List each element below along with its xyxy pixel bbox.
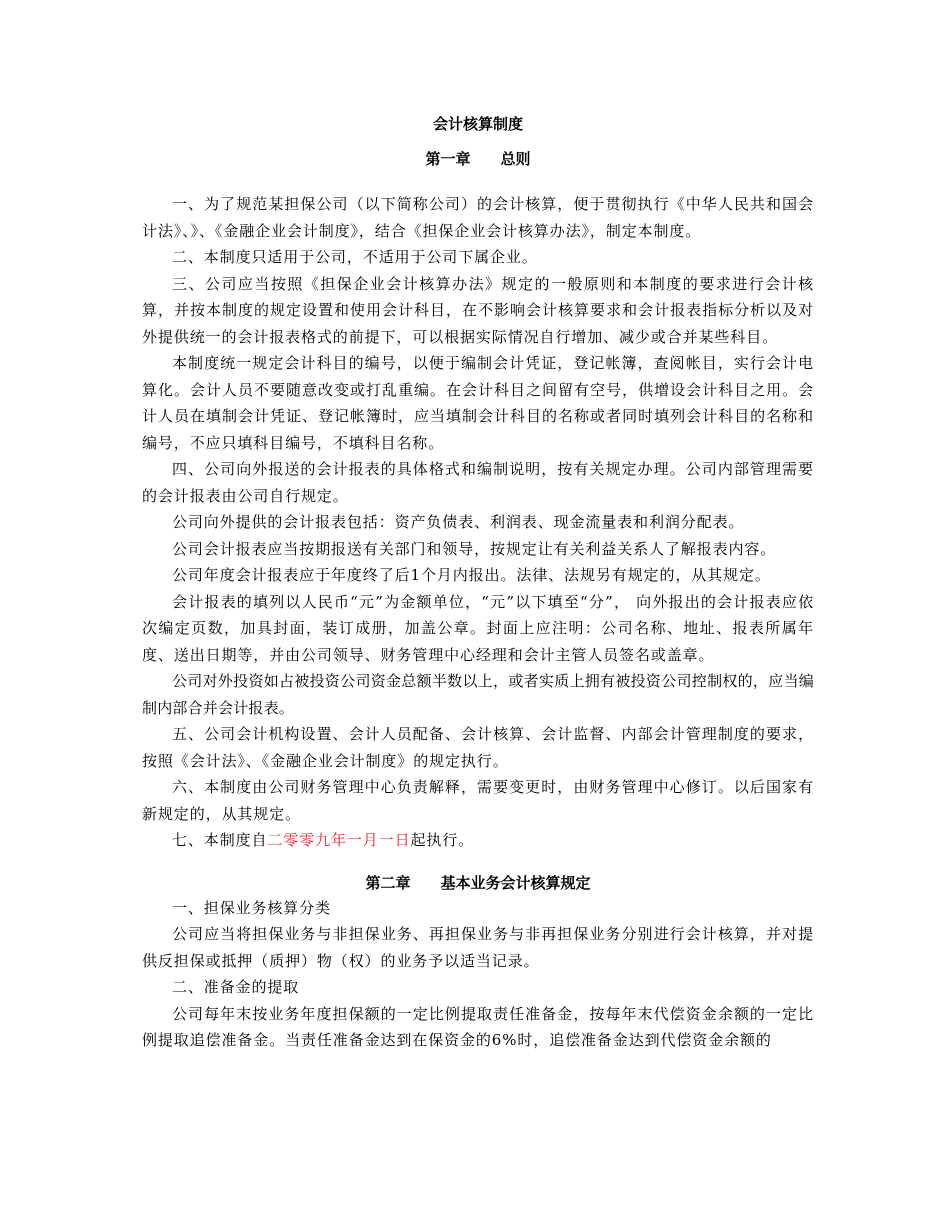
effective-date-suffix: 起执行。 bbox=[410, 831, 475, 849]
effective-date-prefix: 七、本制度自 bbox=[172, 831, 268, 849]
paragraph: 本制度统一规定会计科目的编号，以便于编制会计凭证，登记帐簿，查阅帐目，实行会计电算化。会计人员不要随意改变或打乱重编。在会计科目之间留有空号，供增设会计科目之用。会计人员在填制会计凭证、登记帐簿时，应当填制会计科目的名称或者同时填列会计科目的名称和编号，不应只填科目编号，不填科目名称。 bbox=[142, 354, 814, 452]
paragraph: 三、公司应当按照《担保企业会计核算办法》规定的一般原则和本制度的要求进行会计核算，并按本制度的规定设置和使用会计科目，在不影响会计核算要求和会计报表指标分析以及对外提供统一的会计报表格式的前提下，可以根据实际情况自行增加、减少或合并某些科目。 bbox=[142, 274, 814, 346]
paragraph: 公司年度会计报表应于年度终了后1个月内报出。法律、法规另有规定的，从其规定。 bbox=[172, 566, 771, 584]
paragraph: 公司应当将担保业务与非担保业务、再担保业务与非再担保业务分别进行会计核算，并对提供反担保或抵押（质押）物（权）的业务予以适当记录。 bbox=[142, 925, 814, 970]
paragraph: 二、本制度只适用于公司，不适用于公司下属企业。 bbox=[172, 248, 538, 266]
chapter-2-heading bbox=[142, 871, 814, 895]
paragraph: 六、本制度由公司财务管理中心负责解释，需要变更时，由财务管理中心修订。以后国家有新规定的，从其规定。 bbox=[142, 778, 814, 823]
effective-date-highlight: 二零零九年一月一日 bbox=[267, 831, 411, 849]
paragraph: 公司每年末按业务年度担保额的一定比例提取责任准备金，按每年末代偿资金余额的一定比例提取追偿准备金。当责任准备金达到在保资金的6%时，追偿准备金达到代偿资金余额的 bbox=[142, 1004, 814, 1049]
chapter-1-heading bbox=[142, 147, 814, 171]
paragraph: 一、担保业务核算分类 bbox=[172, 898, 332, 917]
paragraph: 一、为了规范某担保公司（以下简称公司）的会计核算，便于贯彻执行《中华人民共和国会计法》、》、《金融企业会计制度》，结合《担保企业会计核算办法》，制定本制度。 bbox=[142, 195, 814, 240]
paragraph: 公司对外投资如占被投资公司资金总额半数以上，或者实质上拥有被投资公司控制权的，应当编制内部合并会计报表。 bbox=[142, 672, 814, 717]
paragraph: 会计报表的填列以人民币“元”为金额单位，“元”以下填至“分”， 向外报出的会计报表应依次编定页数，加具封面，装订成册，加盖公章。封面上应注明：公司名称、地址、报表所属年度、送出日期等，并由公司领导、财务管理中心经理和会计主管人员签名或盖章。 bbox=[142, 592, 814, 664]
document-title: 会计核算制度 bbox=[432, 115, 523, 133]
chapter-2-label: 第二章 bbox=[365, 873, 411, 892]
document-page bbox=[142, 112, 814, 1054]
paragraph: 公司向外提供的会计报表包括：资产负债表、利润表、现金流量表和利润分配表。 bbox=[172, 513, 745, 531]
paragraph: 公司会计报表应当按期报送有关部门和领导，按规定让有关利益关系人了解报表内容。 bbox=[172, 539, 777, 558]
paragraph: 二、准备金的提取 bbox=[172, 978, 300, 996]
chapter-1-name: 总则 bbox=[500, 150, 531, 168]
paragraph: 四、公司向外报送的会计报表的具体格式和编制说明，按有关规定办理。公司内部管理需要的会计报表由公司自行规定。 bbox=[142, 460, 814, 505]
chapter-2-name: 基本业务会计核算规定 bbox=[440, 873, 591, 892]
paragraph: 五、公司会计机构设置、会计人员配备、会计核算、会计监督、内部会计管理制度的要求，按照《会计法》、《金融企业会计制度》的规定执行。 bbox=[142, 725, 814, 770]
effective-date-paragraph bbox=[142, 827, 814, 854]
chapter-1-label: 第一章 bbox=[425, 150, 471, 168]
